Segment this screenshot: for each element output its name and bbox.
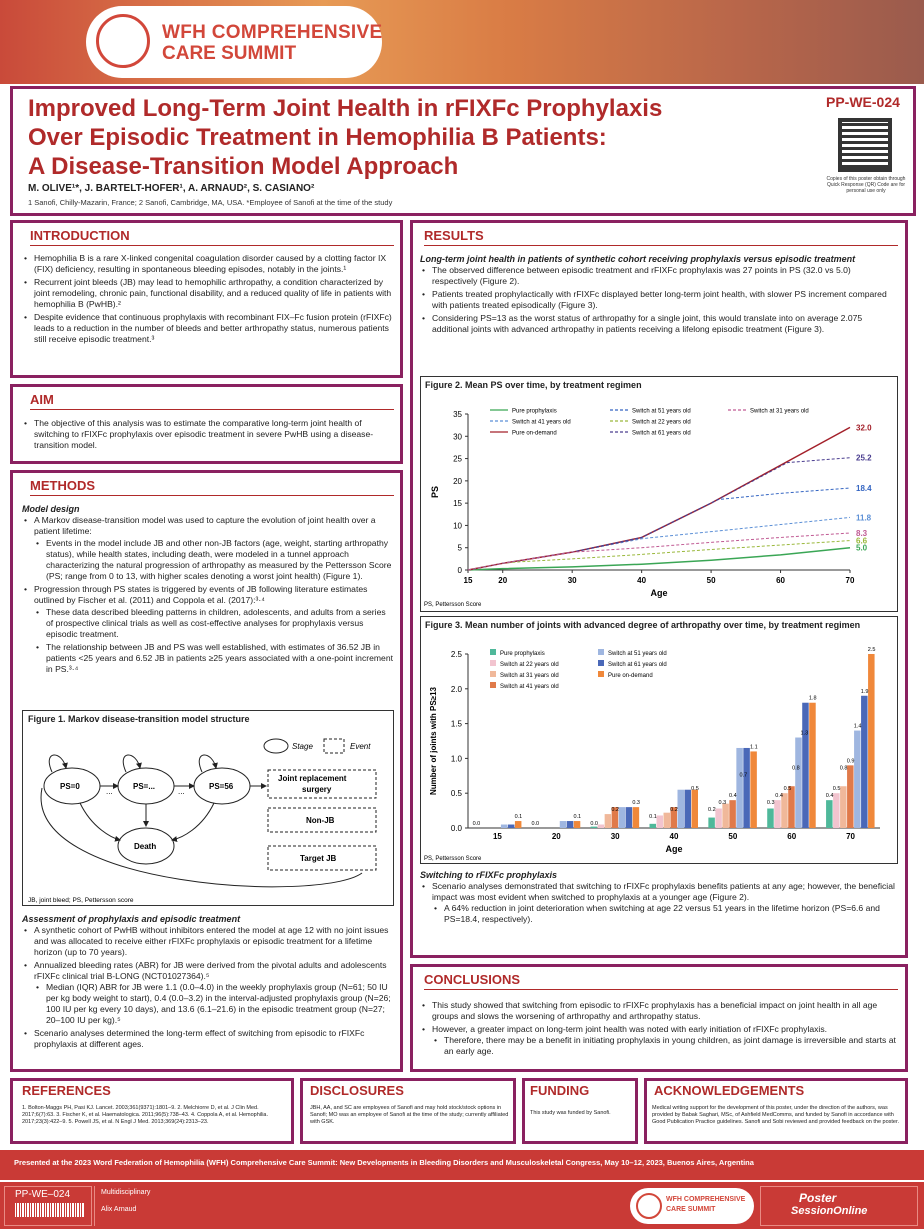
figure-footnote: PS, Pettersson Score <box>424 602 482 608</box>
bar-label: 0.4 <box>775 793 783 800</box>
list-item: • These data described bleeding patterns in children, adolescents, and adults from a series of prospective clinical trials as well as cost-effective analyses for prophylaxis versus episodic treatment. <box>34 607 394 640</box>
bar <box>685 790 692 828</box>
list-item <box>22 960 394 1026</box>
methods-heading: METHODS <box>30 478 95 493</box>
footer-author: Alix Arnaud <box>101 1206 137 1213</box>
series-line <box>468 427 850 570</box>
bar-label: 0.3 <box>632 800 640 807</box>
bar <box>664 813 671 828</box>
x-tick-label: 15 <box>492 832 502 841</box>
bar-label: 0.0 <box>472 821 481 827</box>
series-line <box>468 517 850 570</box>
bar <box>795 738 802 828</box>
list-item: • Despite evidence that continuous prophylaxis with recombinant FIX–Fc fusion protein (rFIXFc) leads to a reduction in the number of bleeds and better arthropathy status, numerous patients still receive episodic treatment.³ <box>22 312 392 345</box>
y-tick-label: 25 <box>453 454 462 464</box>
bar <box>619 807 626 828</box>
bar <box>657 815 664 828</box>
title-line1: Improved Long-Term Joint Health in rFIXFc Prophylaxis <box>28 95 663 122</box>
x-tick-label: 70 <box>846 832 856 841</box>
stage-ps56-label: PS=56 <box>209 782 234 791</box>
subheading: Model design <box>22 504 80 514</box>
bullet-text: A Markov disease-transition model was used to capture the evolution of joint health over a patient lifetime: <box>34 515 376 536</box>
bar <box>633 807 640 828</box>
list-item: • Median (IQR) ABR for JB were 1.1 (0.0–4.0) in the weekly prophylaxis group (N=61; 50 IU per kg body weight to start), 0.4 (0.0–3.2) in the interval-adjusted prophylaxis group (N=26; 100 IU per kg every 10 days), and 13.6 (6.1–21.6) in the episodic treatment group (N=27; 20–100 IU per kg).⁵ <box>34 982 394 1026</box>
event-non-jb-label: Non-JB <box>306 816 335 825</box>
bar <box>708 818 715 828</box>
legend-label: Pure prophylaxis <box>512 408 557 415</box>
globe-icon <box>96 14 150 68</box>
legend-label: Switch at 61 years old <box>632 430 691 437</box>
brand-line1: Poster <box>799 1191 837 1205</box>
bar-label: 0.3 <box>766 800 775 807</box>
bar-label: 1.9 <box>860 688 869 695</box>
poster-code: PP-WE-024 <box>826 94 900 110</box>
y-tick-label: 30 <box>453 432 462 442</box>
legend-stage: Stage <box>292 742 313 751</box>
poster-title <box>28 94 808 181</box>
globe-icon <box>636 1193 662 1219</box>
subheading: Long-term joint health in patients of synthetic cohort receiving prophylaxis versus episodic treatment <box>420 254 856 264</box>
y-tick-label: 0.5 <box>450 789 462 799</box>
legend-label: Switch at 31 years old <box>750 408 809 415</box>
ellipsis-1: ... <box>106 787 113 796</box>
bar <box>750 751 757 828</box>
bar <box>854 731 861 828</box>
bar <box>574 821 581 828</box>
bar-label: 1.3 <box>800 730 809 737</box>
bar-label: 0.1 <box>573 814 582 821</box>
disclosures-text: JBH, AA, and SC are employees of Sanofi and may hold stock/stock options in Sanofi; MO was an employee of Sanofi at the time of the study; currently affiliated with GSK. <box>310 1105 509 1125</box>
list-item: • A 64% reduction in joint deterioration when switching at age 22 versus 51 years in the lifetime horizon (PS=6.6 and PS=18.4, respectively). <box>432 903 898 925</box>
legend-swatch <box>490 660 496 666</box>
authors: M. OLIVE¹*, J. BARTELT-HOFER¹, A. ARNAUD², S. CASIANO² <box>28 183 315 194</box>
end-label: 6.6 <box>856 536 868 546</box>
legend-event-shape <box>324 739 344 753</box>
event-target-jb-label: Target JB <box>300 854 337 863</box>
title-line2: Over Episodic Treatment in Hemophilia B Patients: <box>28 124 607 151</box>
conclusions-list <box>420 1000 898 1059</box>
y-axis-label: PS <box>430 485 440 499</box>
list-item: • The relationship between JB and PS was well established, with estimates of 36.52 JB in patients <25 years and 6.52 JB in patients ≥25 years associated with a one-point increment in PS.³·⁴ <box>34 642 394 675</box>
bar <box>833 793 840 828</box>
aim-list <box>22 418 392 453</box>
stage-psdots-label: PS=... <box>133 782 156 791</box>
bar-label: 0.2 <box>611 807 619 814</box>
list-item: • Patients treated prophylactically with rFIXFc displayed better long-term joint health, with slower PS increment compared with patients treated episodically (Figure 3). <box>420 289 898 311</box>
results-heading: RESULTS <box>424 228 484 243</box>
bar <box>840 786 847 828</box>
stage-ps0-label: PS=0 <box>60 782 80 791</box>
divider <box>30 495 394 496</box>
end-label: 8.3 <box>856 529 868 539</box>
logo-line2: CARE SUMMIT <box>162 43 297 64</box>
bar <box>598 825 605 828</box>
bar-label: 2.5 <box>867 647 876 653</box>
legend-label: Switch at 22 years old <box>632 419 691 426</box>
introduction-heading: INTRODUCTION <box>30 228 130 243</box>
bar <box>722 804 729 828</box>
event-joint-replacement-label-2: surgery <box>302 785 332 794</box>
y-tick-label: 2.0 <box>450 684 462 694</box>
legend-swatch <box>598 660 604 666</box>
funding-text: This study was funded by Sanofi. <box>530 1110 611 1116</box>
bar <box>692 790 699 828</box>
disclosures-heading: DISCLOSURES <box>310 1083 404 1098</box>
methods-model-design <box>22 504 394 677</box>
legend-label: Switch at 41 years old <box>500 684 559 690</box>
bar-label: 0.1 <box>649 814 657 821</box>
bar <box>802 703 809 828</box>
bar-label: 0.0 <box>531 821 540 827</box>
x-axis-label: Age <box>665 844 683 854</box>
bullet-text: However, a greater impact on long-term joint health was noted with early initiation of rFIXFc prophylaxis. <box>432 1024 828 1034</box>
subheading: Switching to rFIXFc prophylaxis <box>420 870 558 880</box>
subheading: Assessment of prophylaxis and episodic treatment <box>22 914 241 924</box>
bar <box>650 824 657 828</box>
legend-label: Switch at 61 years old <box>608 662 667 668</box>
legend-label: Pure on-demand <box>608 673 653 679</box>
legend-label: Pure prophylaxis <box>500 651 545 657</box>
barcode-icon <box>15 1203 85 1217</box>
list-item <box>22 515 394 582</box>
y-tick-label: 1.0 <box>450 754 462 764</box>
brand-cell[interactable] <box>760 1186 918 1226</box>
list-item: • Therefore, there may be a benefit in initiating prophylaxis in young children, as joint damage is irreversible and starts at an early age. <box>432 1035 898 1057</box>
legend-label: Switch at 31 years old <box>500 673 559 679</box>
bar-chart <box>420 642 898 864</box>
brand-line2: SessionOnline <box>791 1205 868 1217</box>
bar <box>736 748 743 828</box>
x-tick-label: 50 <box>706 576 716 585</box>
x-tick-label: 20 <box>498 576 508 585</box>
bar-label: 1.1 <box>750 744 758 751</box>
bar-label: 0.4 <box>825 793 834 800</box>
line-chart <box>420 392 898 612</box>
figure-footnote: PS, Pettersson Score <box>424 856 482 862</box>
y-tick-label: 10 <box>453 521 462 531</box>
affiliations: 1 Sanofi, Chilly-Mazarin, France; 2 Sanofi, Cambridge, MA, USA. *Employee of Sanofi at the time of the study <box>28 198 393 207</box>
list-item: • The observed difference between episodic treatment and rFIXFc prophylaxis was 27 points in PS (32.0 vs 5.0) respectively (Figure 2). <box>420 265 898 287</box>
bar <box>567 821 574 828</box>
bar <box>788 786 795 828</box>
event-joint-replacement-label: Joint replacement <box>278 774 347 783</box>
bar-label: 0.5 <box>691 786 699 793</box>
x-tick-label: 30 <box>610 832 620 841</box>
footer-logo-line2: CARE SUMMIT <box>666 1206 716 1213</box>
funding-heading: FUNDING <box>530 1083 590 1098</box>
aim-heading: AIM <box>30 392 54 407</box>
legend-event: Event <box>350 742 371 751</box>
bar <box>729 800 736 828</box>
end-label: 11.8 <box>856 513 872 523</box>
acknowledgements-heading: ACKNOWLEDGEMENTS <box>654 1083 805 1098</box>
logo-line1: WFH COMPREHENSIVE <box>162 22 383 43</box>
meta-cell <box>94 1186 620 1226</box>
end-label: 18.4 <box>856 483 872 493</box>
list-item: • Considering PS=13 as the worst status of arthropathy for a single joint, this would translate into on average 2.075 additional joints with advanced arthropathy in patients receiving a lifelong episodic treatment (Figure 3). <box>420 313 898 335</box>
legend-swatch <box>490 649 496 655</box>
bar <box>868 654 875 828</box>
bar-label: 0.2 <box>708 807 716 814</box>
results-switching <box>420 870 898 927</box>
bar-label: 0.4 <box>729 793 737 800</box>
presented-banner: Presented at the 2023 Word Federation of Hemophilia (WFH) Comprehensive Care Summit: New Developments in Bleeding Disorders and Musculoskeletal Congress, May 10–12, 2023, Buenos Aires, Argentina <box>0 1150 924 1180</box>
legend-label: Pure on-demand <box>512 430 557 437</box>
legend-stage-shape <box>264 739 288 753</box>
bar <box>743 748 750 828</box>
bar-label: 0.2 <box>670 807 678 814</box>
bar-label: 1.8 <box>808 695 817 702</box>
list-item <box>420 1024 898 1057</box>
y-tick-label: 15 <box>453 499 462 509</box>
legend-label: Switch at 22 years old <box>500 662 559 668</box>
bar-label: 0.8 <box>792 765 800 772</box>
qr-note: Copies of this poster obtain through Quick Response (QR) Code are for personal use only <box>826 176 906 194</box>
series-line <box>468 533 850 570</box>
x-tick-label: 60 <box>776 576 785 585</box>
x-tick-label: 30 <box>567 576 577 585</box>
list-item: • This study showed that switching from episodic to rFIXFc prophylaxis has a beneficial impact on joint health in all age groups and slows the worsening of arthropathy and arthropathy status. <box>420 1000 898 1022</box>
divider <box>424 245 898 246</box>
qr-code-icon[interactable] <box>838 118 892 172</box>
references-text: 1. Bolton-Maggs PH, Pasi KJ. Lancet. 2003;361(9371):1801–9. 2. Melchiorre D, et al. J Clin Med. 2017;6(7):63. 3. Fischer K, et al. Haematologica. 2011;96(5):738–43. 4. Coppola A, et al. Hemophilia. 2017;23(3):422–9. 5. Powell JS, et al. N Engl J Med. 2013;369(24):2313–23. <box>22 1105 269 1125</box>
list-item: • Hemophilia B is a rare X-linked congenital coagulation disorder caused by a clotting factor IX (FIX) deficiency, resulting in spontaneous bleeding episodes, notably in the joints.¹ <box>22 253 392 275</box>
list-item: • The objective of this analysis was to estimate the comparative long-term joint health of switching to rFIXFc prophylaxis over episodic treatment in severe PwHB using a disease-transition model. <box>22 418 392 451</box>
figure-3-title: Figure 3. Mean number of joints with advanced degree of arthropathy over time, by treatment regimen <box>425 620 861 630</box>
bar <box>560 821 567 828</box>
y-tick-label: 1.5 <box>450 719 462 729</box>
list-item <box>22 584 394 675</box>
legend-swatch <box>598 649 604 655</box>
results-text <box>420 254 898 337</box>
figure-1-title: Figure 1. Markov disease-transition model structure <box>28 714 250 724</box>
stage-death-label: Death <box>134 842 157 851</box>
x-tick-label: 40 <box>669 832 679 841</box>
x-axis-label: Age <box>650 588 668 598</box>
bar <box>826 800 833 828</box>
footer-category: Multidisciplinary <box>101 1189 151 1196</box>
legend-swatch <box>598 671 604 677</box>
bar-label: 0.5 <box>832 786 841 793</box>
x-tick-label: 15 <box>463 576 473 585</box>
x-tick-label: 40 <box>637 576 647 585</box>
bar-label: 1.4 <box>853 723 862 730</box>
bar-label: 0.5 <box>783 786 792 793</box>
y-tick-label: 35 <box>453 410 462 419</box>
bar <box>678 790 685 828</box>
list-item: • A synthetic cohort of PwHB without inhibitors entered the model at age 12 with no joint issues and was allocated to receive either rFIXFc prophylaxis or episodic treatment for a lifetime horizon (up to 70 years). <box>22 925 394 958</box>
series-line <box>468 548 850 570</box>
bar-label: 0.1 <box>514 814 523 821</box>
bar <box>809 703 816 828</box>
y-tick-label: 0 <box>457 566 462 575</box>
bar <box>847 765 854 828</box>
list-item: • Events in the model include JB and other non-JB factors (age, weight, starting arthropathy status), while health states, including death, were modeled in a tunnel approach characterizing the natural progression of arthropathy as measured by the Pettersson Score (PS; range from 0 to 13, with higher scales denoting a worst joint health) (Figure 1). <box>34 538 394 582</box>
legend-label: Switch at 51 years old <box>608 651 667 657</box>
x-tick-label: 70 <box>845 576 855 585</box>
bar <box>715 809 722 828</box>
end-label: 25.2 <box>856 453 872 463</box>
bar-label: 0.7 <box>739 772 748 779</box>
bar <box>605 814 612 828</box>
footer-logo-line1: WFH COMPREHENSIVE <box>666 1196 746 1203</box>
list-item: • Scenario analyses determined the long-term effect of switching from episodic to rFIXFc prophylaxis at different ages. <box>22 1028 394 1050</box>
list-item: • Recurrent joint bleeds (JB) may lead to hemophilic arthropathy, a condition characterized by joint remodeling, chronic pain, functional disability, and a reduced quality of life in patients with hemophilia B (PwHB).² <box>22 277 392 310</box>
y-tick-label: 0.0 <box>450 824 462 833</box>
figure-2-title: Figure 2. Mean PS over time, by treatment regimen <box>425 380 642 390</box>
y-axis-label: Number of joints with PS≥13 <box>429 687 438 795</box>
figure-1-footnote: JB, joint bleed; PS, Pettersson score <box>28 897 134 904</box>
x-tick-label: 60 <box>787 832 797 841</box>
bar <box>501 825 508 828</box>
list-item <box>420 881 898 925</box>
legend-label: Switch at 51 years old <box>632 408 691 415</box>
x-tick-label: 50 <box>728 832 738 841</box>
end-label: 32.0 <box>856 423 872 433</box>
bar <box>767 809 774 828</box>
bar-label: 0.8 <box>839 765 848 772</box>
x-tick-label: 20 <box>551 832 561 841</box>
bullet-text: Annualized bleeding rates (ABR) for JB were derived from the pivotal adults and adolescents rFIXFc clinical trial B-LONG (NCT01027364).⁵ <box>34 960 387 981</box>
bar <box>508 825 515 828</box>
bullet-text: Progression through PS states is triggered by events of JB following literature estimates outlined by Fischer et al. (2011) and Coppola et al. (2017):³·⁴ <box>34 584 368 605</box>
title-line3: A Disease-Transition Model Approach <box>28 153 459 180</box>
divider <box>30 245 394 246</box>
bar-label: 0.0 <box>590 821 598 827</box>
markov-diagram <box>22 728 394 906</box>
footer-code: PP-WE–024 <box>15 1189 71 1200</box>
y-tick-label: 2.5 <box>450 650 462 659</box>
bar <box>515 821 522 828</box>
ellipsis-2: ... <box>178 787 185 796</box>
acknowledgements-text: Medical writing support for the development of this poster, under the direction of the authors, was provided by Babak Saghari, MSc, of Ashfield MedComms, and funded by Sanofi in accordance with Good Publication Practice guidelines. Sanofi and Sobi reviewed and provided feedback on the poster. <box>652 1105 900 1125</box>
bar <box>861 696 868 828</box>
footer-logo <box>630 1188 754 1224</box>
references-heading: REFERENCES <box>22 1083 111 1098</box>
divider <box>424 989 898 990</box>
bar-label: 0.9 <box>846 758 855 765</box>
introduction-list <box>22 253 392 347</box>
legend-swatch <box>490 671 496 677</box>
bar <box>774 800 781 828</box>
bullet-text: Scenario analyses demonstrated that switching to rFIXFc prophylaxis benefits patients at any age; however, the beneficial impact was most evident when switched to prophylaxis at a younger age (Figure 2). <box>432 881 895 902</box>
code-cell <box>4 1186 92 1226</box>
legend-label: Switch at 41 years old <box>512 419 571 426</box>
y-tick-label: 20 <box>453 476 462 486</box>
end-label: 5.0 <box>856 543 868 553</box>
divider <box>30 409 394 410</box>
conclusions-heading: CONCLUSIONS <box>424 972 521 987</box>
series-line <box>468 541 850 570</box>
bar <box>626 807 633 828</box>
bar-label: 0.3 <box>718 800 727 807</box>
y-tick-label: 5 <box>457 543 462 553</box>
legend-swatch <box>490 682 496 688</box>
methods-assessment <box>22 914 394 1052</box>
